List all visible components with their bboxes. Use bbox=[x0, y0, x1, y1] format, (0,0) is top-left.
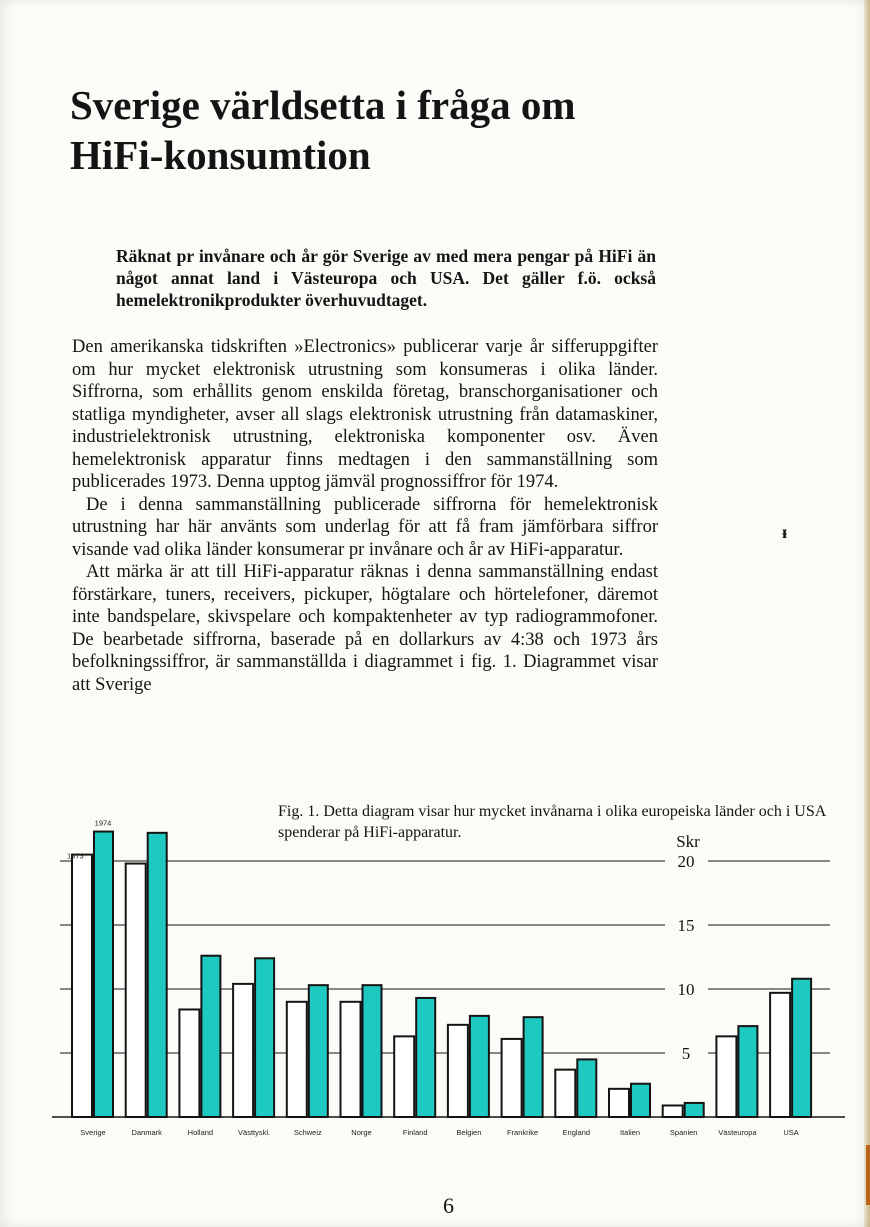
body-text bbox=[72, 336, 658, 696]
bar-1974-Italien bbox=[631, 1084, 650, 1117]
body-paragraph-3: Att märka är att till HiFi-apparatur räknas i denna sammanställning endast förstärkare, tuners, receivers, pickuper, högtalare och hörtelefoner, däremot inte bandspelare, skivspelare och kompaktenheter av typ radiogrammofoner. De bearbetade siffrorna, baserade på en dollarkurs av 4:38 och 1973 års befolkningssiffror, är sammanställda i diagrammet i fig. 1. Diagrammet visar att Sverige bbox=[72, 562, 658, 695]
x-tick-label-Belgien: Belgien bbox=[456, 1128, 482, 1137]
bar-1974-Belgien bbox=[470, 1016, 489, 1117]
bar-1974-Danmark bbox=[148, 833, 167, 1117]
y-tick-label-5: 5 bbox=[681, 1044, 691, 1063]
bar-1973-Västeuropa bbox=[716, 1036, 736, 1117]
x-tick-label-USA: USA bbox=[783, 1128, 799, 1137]
bar-1973-Holland bbox=[179, 1009, 199, 1117]
bar-1973-Italien bbox=[609, 1089, 629, 1117]
bar-1974-Holland bbox=[201, 956, 220, 1117]
bar-1973-England bbox=[555, 1070, 575, 1117]
y-tick-label-10: 10 bbox=[677, 980, 695, 999]
bar-1973-Sverige bbox=[72, 855, 92, 1117]
x-tick-label-Spanien: Spanien bbox=[669, 1128, 698, 1137]
bar-1974-Finland bbox=[416, 998, 435, 1117]
bar-1974-Norge bbox=[363, 985, 382, 1117]
page-number: 6 bbox=[443, 1193, 454, 1218]
bar-1973-Belgien bbox=[448, 1025, 468, 1117]
lead-paragraph: Räknat pr invånare och år gör Sverige av med mera pengar på HiFi än något annat land i Västeuropa och USA. Det gäller f.ö. också hemelektronikprodukter överhuvudtaget. bbox=[116, 246, 656, 310]
y-axis-unit-label: Skr bbox=[676, 832, 700, 851]
article-title bbox=[70, 80, 770, 180]
x-tick-label-Italien: Italien bbox=[619, 1128, 641, 1137]
bar-1973-Schweiz bbox=[287, 1002, 307, 1117]
x-tick-label-Finland: Finland bbox=[402, 1128, 428, 1137]
bar-1974-Schweiz bbox=[309, 985, 328, 1117]
bar-1974-England bbox=[577, 1059, 596, 1117]
hifi-bar-chart bbox=[0, 800, 870, 1150]
bar-1974-USA bbox=[792, 979, 811, 1117]
bar-1974-Frankrike bbox=[524, 1017, 543, 1117]
y-tick-label-20: 20 bbox=[677, 852, 695, 871]
margin-mark: ᵻ bbox=[782, 522, 788, 542]
bar-1973-Norge bbox=[341, 1002, 361, 1117]
page-edge-mark bbox=[866, 1145, 870, 1205]
legend-label-1974: 1974 bbox=[94, 818, 112, 828]
y-tick-label-15: 15 bbox=[677, 916, 695, 935]
x-tick-label-Frankrike: Frankrike bbox=[506, 1128, 539, 1137]
x-tick-label-Västtyskl.: Västtyskl. bbox=[238, 1128, 271, 1137]
bar-1973-Finland bbox=[394, 1036, 414, 1117]
legend-label-1973: 1973 bbox=[67, 851, 84, 861]
body-paragraph-1: Den amerikanska tidskriften »Electronics» publicerar varje år sifferuppgifter om hur mycket elektronisk utrustning som konsumeras i olika länder. Siffrorna, som erhållits genom enskilda företag, branschorganisationer och statliga myndigheter, avser all slags elektronisk utrustning från datamaskiner, industrielektronisk utrustning, elektroniska komponenter osv. Även hemelektronisk apparatur finns medtagen i den sammanställning som publicerades 1973. Denna upptog jämväl prognossiffror för 1974. bbox=[72, 337, 658, 492]
bar-1973-Danmark bbox=[126, 864, 146, 1117]
body-paragraph-2: De i denna sammanställning publicerade siffrorna för hemelektronisk utrustning har här använts som underlag för att få fram jämförbara siffror visande vad olika länder konsumerar pr invånare och år av HiFi-apparatur. bbox=[72, 494, 658, 560]
x-tick-label-England: England bbox=[562, 1128, 591, 1137]
bar-1974-Västtyskl. bbox=[255, 958, 274, 1117]
x-tick-label-Holland: Holland bbox=[187, 1128, 214, 1137]
x-tick-label-Sverige: Sverige bbox=[80, 1128, 106, 1137]
bar-1974-Västeuropa bbox=[738, 1026, 757, 1117]
bar-1973-Spanien bbox=[663, 1105, 683, 1117]
figure-caption: Fig. 1. Detta diagram visar hur mycket invånarna i olika europeiska länder och i USA spenderar på HiFi-apparatur. bbox=[278, 803, 826, 841]
title-line-1: Sverige världsetta i fråga om bbox=[70, 82, 576, 128]
title-line-2: HiFi-konsumtion bbox=[70, 132, 371, 178]
x-tick-label-Västeuropa: Västeuropa bbox=[718, 1128, 757, 1137]
x-tick-label-Schweiz: Schweiz bbox=[293, 1128, 322, 1137]
bar-1973-Västtyskl. bbox=[233, 984, 253, 1117]
bar-1973-USA bbox=[770, 993, 790, 1117]
x-tick-label-Norge: Norge bbox=[351, 1128, 372, 1137]
bar-1974-Sverige bbox=[94, 832, 113, 1117]
bar-1973-Frankrike bbox=[502, 1039, 522, 1117]
bar-1974-Spanien bbox=[685, 1103, 704, 1117]
x-tick-label-Danmark: Danmark bbox=[131, 1128, 162, 1137]
